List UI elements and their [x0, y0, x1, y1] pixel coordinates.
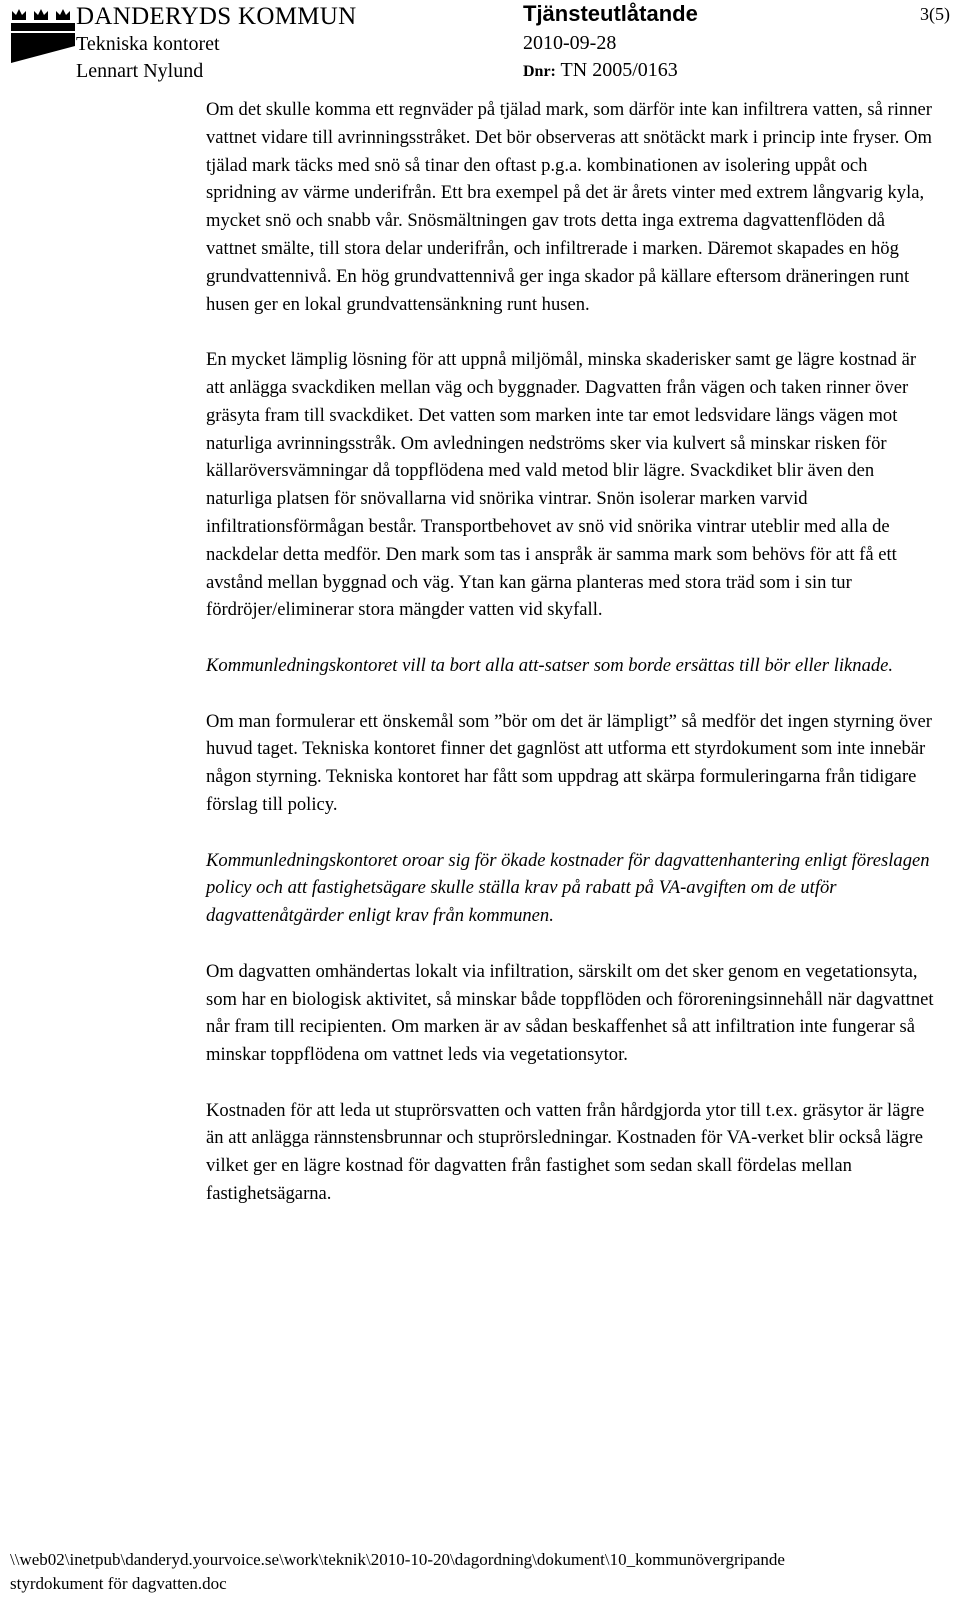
diary-number	[523, 60, 678, 80]
diary-number-value: TN 2005/0163	[560, 59, 678, 81]
file-name-line: styrdokument för dagvatten.doc	[10, 1574, 227, 1593]
municipality-logo	[10, 6, 76, 64]
file-path-footer	[10, 1548, 785, 1596]
document-type: Tjänsteutlåtande	[523, 1, 698, 26]
paragraph: Om man formulerar ett önskemål som ”bör om det är lämpligt” så medför det ingen styrning över huvud taget. Tekniska kontoret finner det gagnlöst att utforma ett styrdokument som inte innebär någon styrning. Tekniska kontoret har fått som uppdrag att skärpa formuleringarna från tidigare förslag till policy.	[206, 710, 932, 815]
author-name: Lennart Nylund	[76, 60, 204, 82]
paragraph: En mycket lämplig lösning för att uppnå miljömål, minska skaderisker samt ge lägre kostnad är att anlägga svackdiken mellan väg och byggnader. Dagvatten från vägen och taken rinner över gräsyta fram till svackdiket. Det vatten som marken inte tar emot ledsvidare längs vägen mot naturliga avrinningsstråk. Om avledningen nedströms sker via kulvert så minskar risken för källaröversvämningar då toppflödena med vald metod blir lägre. Svackdiket blir även den naturliga platsen för snövallarna vid snörika vintrar. Snön isolerar marken varvid infiltrationsförmågan består. Transportbehovet av snö vid snörika vintrar uteblir med alla de nackdelar detta medför. Den mark som tas i anspråk är samma mark som behövs för att få ett avstånd mellan byggnad och väg. Ytan kan gärna planteras med stora träd som i sin tur fördröjer/eliminerar stora mängder vatten vid skyfall.	[206, 349, 917, 621]
file-path-line: \\web02\inetpub\danderyd.yourvoice.se\work\teknik\2010-10-20\dagordning\dokument\10_kommunövergripande	[10, 1550, 785, 1569]
quoted-remark: Kommunledningskontoret vill ta bort alla att-satser som borde ersättas till bör eller liknade.	[206, 654, 894, 676]
diary-number-label: Dnr:	[523, 63, 556, 80]
paragraph: Kostnaden för att leda ut stuprörsvatten och vatten från hårdgjorda ytor till t.ex. gräsytor är lägre än att anlägga rännstensbrunnar och stuprörsledningar. Kostnaden för VA-verket blir också lägre vilket ger en lägre kostnad för dagvatten från fastighet som sedan skall fördelas mellan fastighetsägarna.	[206, 1099, 925, 1205]
paragraph: Om dagvatten omhändertas lokalt via infiltration, särskilt om det sker genom en vegetationsyta, som har en biologisk aktivitet, så minskar både toppflöden och föroreningsinnehåll när dagvattnet når fram till recipienten. Om marken är av sådan beskaffenhet så att infiltration inte fungerar så minskar toppflödena om vattnet leds via vegetationsytor.	[206, 960, 934, 1066]
document-date: 2010-09-28	[523, 32, 617, 54]
quoted-remark: Kommunledningskontoret oroar sig för ökade kostnader för dagvattenhantering enligt föreslagen policy och att fastighetsägare skulle ställa krav på rabatt på VA-avgiften om de utför dagvattenåtgärder enligt krav från kommunen.	[206, 849, 930, 927]
office-name: Tekniska kontoret	[76, 33, 220, 55]
paragraph: Om det skulle komma ett regnväder på tjälad mark, som därför inte kan infiltrera vatten, så rinner vattnet vidare till avrinningsstråket. Det bör observeras att snötäckt mark i princip inte fryser. Om tjälad mark täcks med snö så tinar den oftast p.g.a. kombinationen av isolering uppåt och spridning av värme underifrån. Ett bra exempel på det är årets vinter med extrem långvarig kyla, mycket snö och snabb vår. Snösmältningen gav trots detta inga extrema dagvattenflöden då vattnet smälte, till stora delar underifrån, och infiltrerade i marken. Däremot skapades en hög grundvattennivå. En hög grundvattennivå ger inga skador på källare eftersom dräneringen runt husen ger en lokal grundvattensänkning runt husen.	[206, 99, 932, 315]
page-number: 3(5)	[920, 4, 950, 24]
organization-name: DANDERYDS KOMMUN	[76, 3, 357, 30]
document-body	[206, 96, 936, 1208]
